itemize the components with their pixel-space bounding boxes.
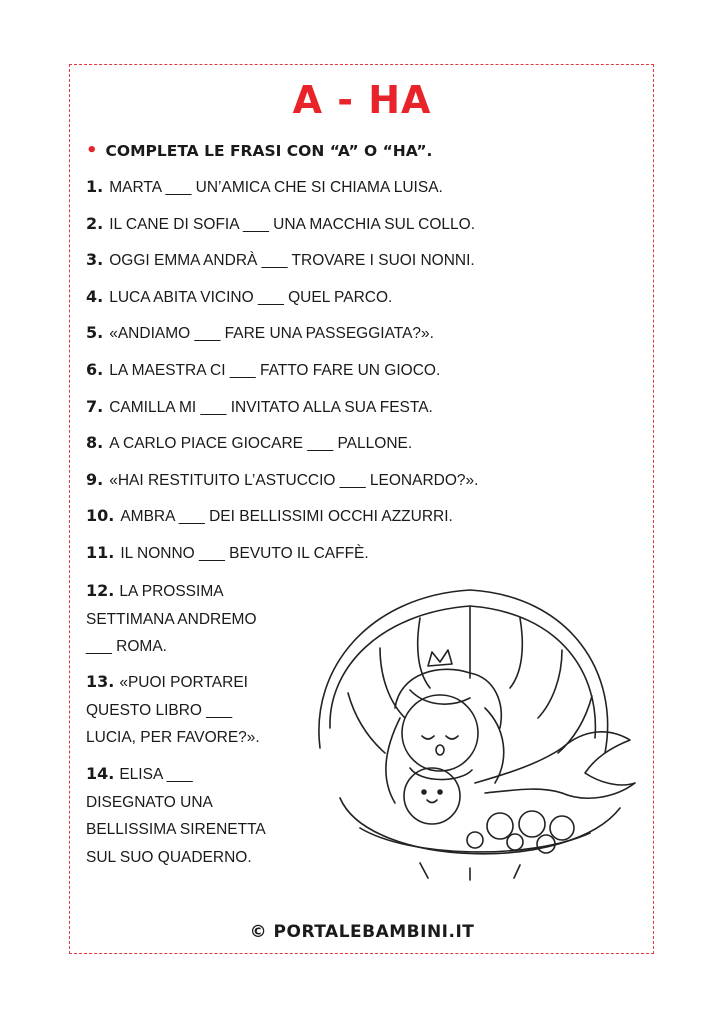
exercise-item: [86, 250, 478, 287]
exercise-list: [86, 177, 478, 580]
exercise-text: OGGI EMMA ANDRÀ ___ TROVARE I SUOI NONNI.: [109, 252, 475, 270]
exercise-number: 10.: [86, 506, 115, 526]
instruction: [86, 142, 432, 160]
exercise-item-wrapped: [86, 760, 286, 871]
exercise-item: [86, 433, 478, 470]
exercise-item-wrapped: [86, 668, 286, 752]
exercise-text: «ANDIAMO ___ FARE UNA PASSEGGIATA?».: [109, 325, 434, 343]
exercise-number: 8.: [86, 433, 104, 453]
exercise-number: 7.: [86, 396, 104, 416]
exercise-item: [86, 506, 478, 543]
exercise-item-wrapped: [86, 577, 286, 661]
exercise-text: IL CANE DI SOFIA ___ UNA MACCHIA SUL COLLO.: [109, 215, 476, 233]
mermaid-in-shell-icon: [300, 578, 645, 883]
exercise-number: 1.: [86, 177, 104, 196]
exercise-text: LA MAESTRA CI ___ FATTO FARE UN GIOCO.: [109, 361, 441, 379]
exercise-number: 13.: [86, 672, 115, 691]
exercise-text: CAMILLA MI ___ INVITATO ALLA SUA FESTA.: [109, 398, 433, 416]
exercise-item: [86, 360, 478, 397]
instruction-text: COMPLETA LE FRASI CON “A” O “HA”.: [105, 142, 433, 160]
exercise-number: 12.: [86, 581, 115, 600]
exercise-item: [86, 543, 478, 580]
exercise-text: AMBRA ___ DEI BELLISSIMI OCCHI AZZURRI.: [120, 508, 453, 526]
exercise-item: [86, 177, 478, 214]
exercise-text: IL NONNO ___ BEVUTO IL CAFFÈ.: [120, 544, 369, 562]
site-credit: © PORTALEBAMBINI.IT: [249, 922, 475, 942]
exercise-text: A CARLO PIACE GIOCARE ___ PALLONE.: [109, 435, 413, 453]
exercise-text: ELISA ___ DISEGNATO UNA BELLISSIMA SIRENETTA SUL SUO QUADERNO.: [86, 766, 265, 866]
exercise-item: [86, 470, 478, 507]
exercise-number: 2.: [86, 213, 104, 233]
exercise-text: «PUOI PORTAREI QUESTO LIBRO ___ LUCIA, PER FAVORE?».: [86, 674, 260, 746]
exercise-number: 9.: [86, 469, 104, 489]
exercise-item: [86, 287, 478, 324]
exercise-number: 4.: [86, 286, 104, 306]
exercise-item: [86, 214, 478, 251]
exercise-text: MARTA ___ UN’AMICA CHE SI CHIAMA LUISA.: [109, 179, 443, 196]
exercise-number: 5.: [86, 323, 104, 343]
exercise-text: LUCA ABITA VICINO ___ QUEL PARCO.: [109, 288, 393, 306]
page-title: A - HA: [292, 78, 432, 122]
exercise-text: LA PROSSIMA SETTIMANA ANDREMO ___ ROMA.: [86, 583, 257, 655]
exercise-item: [86, 323, 478, 360]
exercise-number: 11.: [86, 542, 115, 562]
exercise-item: [86, 397, 478, 434]
bullet-icon: •: [86, 140, 98, 161]
exercise-number: 6.: [86, 359, 104, 379]
exercise-number: 3.: [86, 250, 104, 270]
exercise-text: «HAI RESTITUITO L’ASTUCCIO ___ LEONARDO?».: [109, 471, 479, 489]
exercise-number: 14.: [86, 764, 115, 783]
